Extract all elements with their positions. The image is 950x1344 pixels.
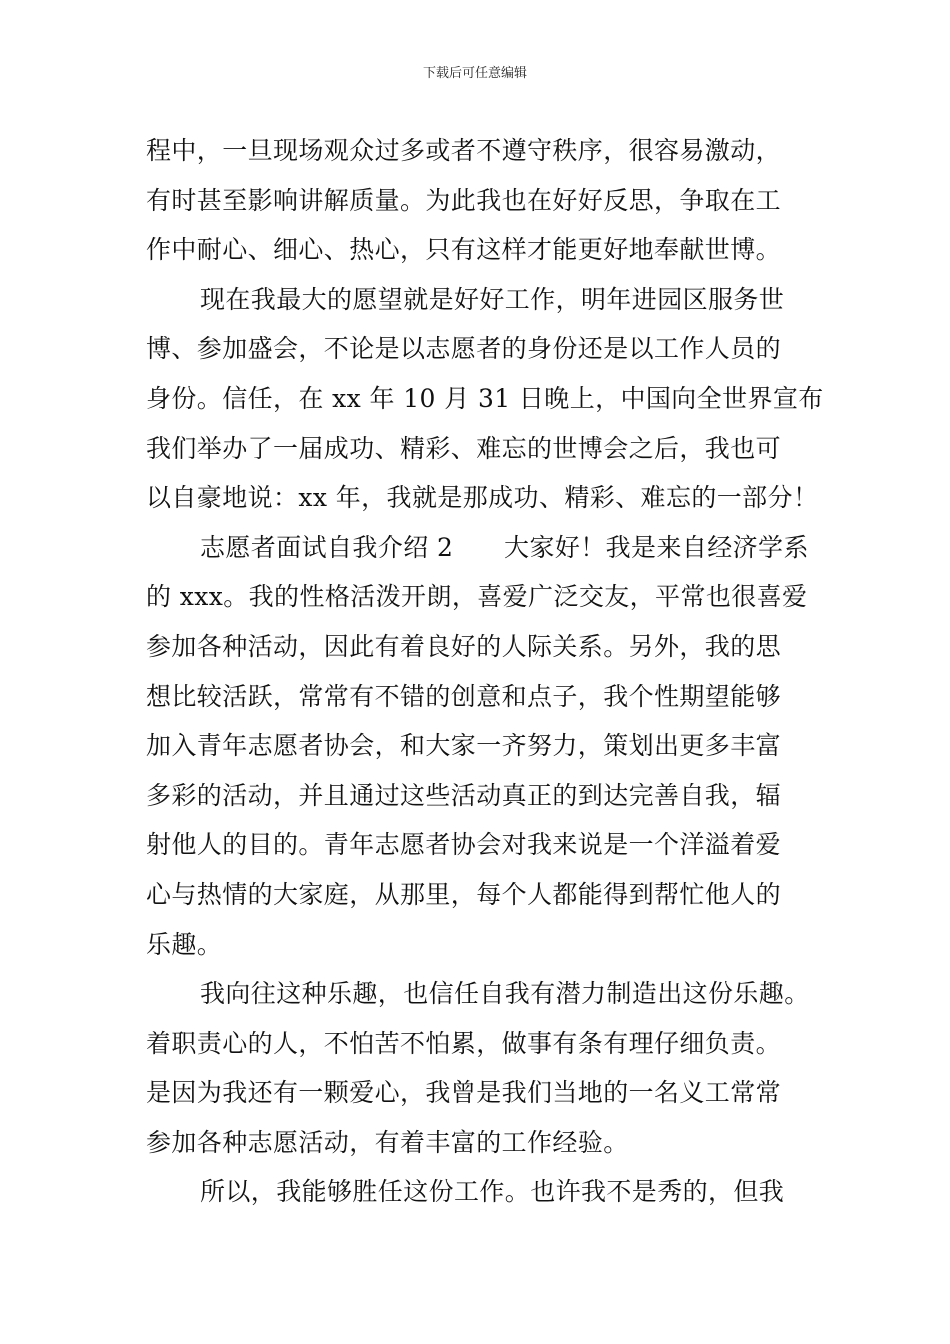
body-line: 参加各种活动，因此有着良好的人际关系。另外，我的思: [146, 631, 782, 661]
body-line: 程中，一旦现场观众过多或者不遵守秩序，很容易激动，: [146, 136, 782, 165]
document-body: [146, 126, 846, 1217]
paragraph-start-line: 所以，我能够胜任这份工作。也许我不是秀的，但我: [200, 1177, 785, 1207]
body-line: 参加各种志愿活动，有着丰富的工作经验。: [146, 1127, 629, 1157]
body-line: 有时甚至影响讲解质量。为此我也在好好反思，争取在工: [146, 185, 782, 215]
body-line: 博、参加盛会，不论是以志愿者的身份还是以工作人员的: [146, 334, 782, 364]
body-line: 我们举办了一届成功、精彩、难忘的世博会之后，我也可: [146, 433, 782, 463]
body-line: 射他人的目的。青年志愿者协会对我来说是一个洋溢着爱: [146, 830, 782, 860]
body-line: 是因为我还有一颗爱心，我曾是我们当地的一名义工常常: [146, 1078, 782, 1108]
body-line: 作中耐心、细心、热心，只有这样才能更好地奉献世博。: [146, 235, 782, 265]
page-header: 下载后可任意编辑: [422, 66, 527, 81]
body-line: 的 xxx。我的性格活泼开朗，喜爱广泛交友，平常也很喜爱: [146, 582, 808, 612]
paragraph-start-line: 志愿者面试自我介绍 2 大家好！我是来自经济学系: [200, 532, 809, 562]
body-line: 想比较活跃，常常有不错的创意和点子，我个性期望能够: [146, 681, 782, 711]
body-line: 以自豪地说：xx 年，我就是那成功、精彩、难忘的一部分！: [146, 483, 819, 513]
body-line: 加入青年志愿者协会，和大家一齐努力，策划出更多丰富: [146, 731, 782, 761]
body-line: 心与热情的大家庭，从那里，每个人都能得到帮忙他人的: [146, 879, 782, 909]
paragraph-start-line: 现在我最大的愿望就是好好工作，明年进园区服务世: [200, 284, 785, 314]
body-line: 身份。信任，在 xx 年 10 月 31 日晚上，中国向全世界宣布: [146, 383, 824, 413]
body-line: 多彩的活动，并且通过这些活动真正的到达完善自我，辐: [146, 780, 782, 810]
body-line: 着职责心的人，不怕苦不怕累，做事有条有理仔细负责。: [146, 1028, 782, 1058]
body-line: 乐趣。: [146, 929, 223, 959]
paragraph-start-line: 我向往这种乐趣，也信任自我有潜力制造出这份乐趣。: [200, 979, 810, 1009]
